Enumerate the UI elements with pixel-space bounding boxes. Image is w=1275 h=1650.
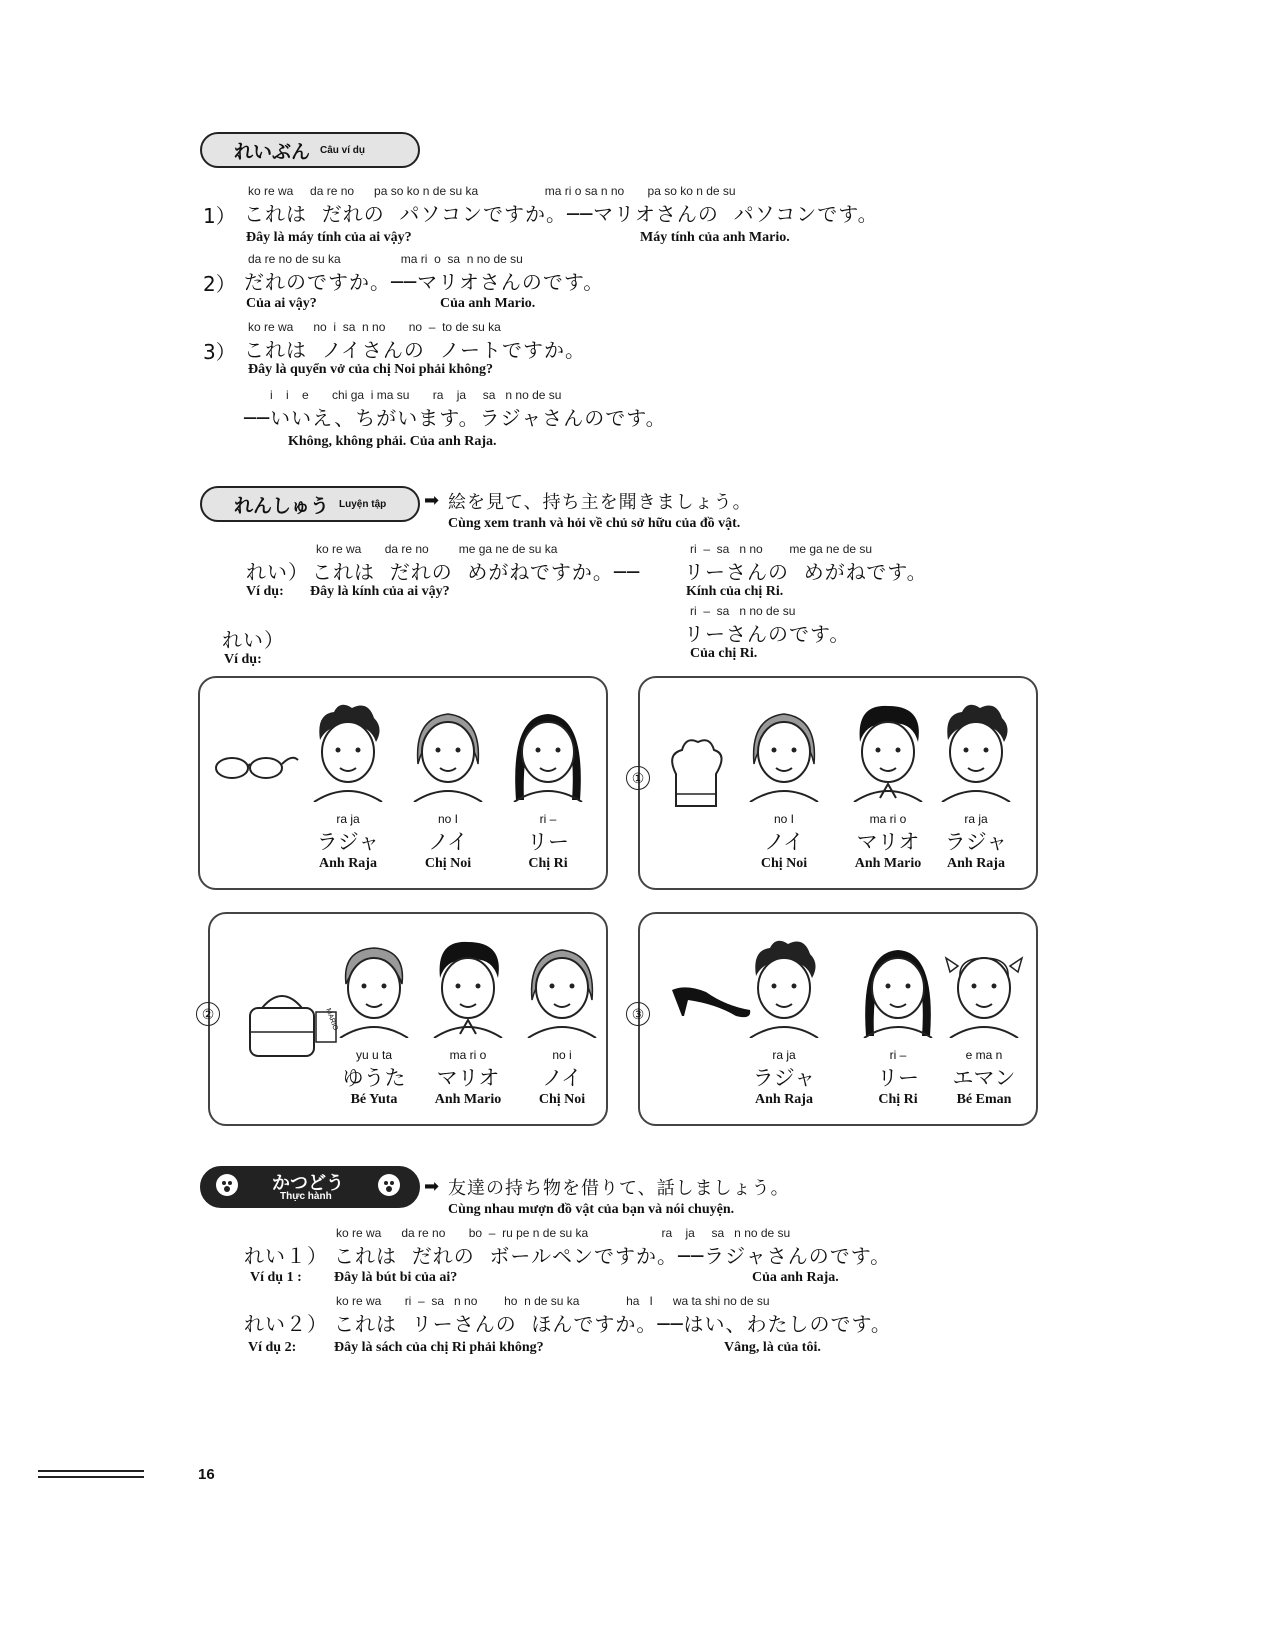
speaking-face-icon <box>216 1174 238 1196</box>
name-vietnamese: Bé Yuta <box>350 1092 398 1107</box>
name-romaji: ma ri o <box>449 1048 487 1062</box>
romaji-line: ko re wa da re no me ga ne de su ka <box>316 542 558 556</box>
section-subtitle: Câu ví dụ <box>320 144 366 156</box>
person-illustration <box>326 928 422 1038</box>
name-japanese: ラジャ <box>944 830 1008 854</box>
name-vietnamese: Bé Eman <box>956 1092 1012 1107</box>
romaji-line: da re no de su ka ma ri o sa n no de su <box>248 252 523 266</box>
name-japanese: エマン <box>952 1066 1016 1090</box>
translation-question: Đây là bút bi của ai? <box>334 1270 458 1285</box>
name-vietnamese: Anh Mario <box>434 1092 502 1107</box>
name-vietnamese: Chị Noi <box>760 856 808 871</box>
person-illustration <box>736 692 832 802</box>
example-label: れい１） <box>244 1244 328 1268</box>
speaking-face-icon <box>378 1174 400 1196</box>
person-illustration <box>736 928 832 1038</box>
name-japanese: ノイ <box>541 1066 583 1090</box>
romaji-line: ko re wa da re no bo – ru pe n de su ka ra ja sa n no de su <box>336 1226 791 1240</box>
name-romaji: ri – <box>539 812 557 826</box>
name-japanese: ゆうた <box>342 1066 406 1090</box>
name-japanese: ラジャ <box>752 1066 816 1090</box>
section-header-reibun <box>200 132 420 168</box>
section-title: れんしゅう <box>234 494 330 517</box>
example-number: 2） <box>203 272 236 296</box>
example-label: れい） <box>246 560 309 584</box>
example-vi-label: Ví dụ: <box>246 584 284 599</box>
translation-answer: Vâng, là của tôi. <box>724 1340 821 1355</box>
instruction-jp: 友達の持ち物を借りて、話しましょう。 <box>448 1178 790 1199</box>
example-vi-label: Ví dụ: <box>224 652 262 667</box>
name-romaji: ma ri o <box>869 812 907 826</box>
section-header-katsudou <box>200 1166 420 1208</box>
bag-tag-label: MARIO <box>324 1007 339 1032</box>
romaji-line: i i e chi ga i ma su ra ja sa n no de su <box>270 388 562 402</box>
name-romaji: ra ja <box>964 812 988 826</box>
name-japanese: ノイ <box>763 830 805 854</box>
translation-question: Đây là máy tính của ai vậy? <box>246 230 412 245</box>
romaji-line: ko re wa da re no pa so ko n de su ka ma ri o sa n no pa so ko n de su <box>248 184 736 198</box>
section-title: かつどう <box>272 1173 344 1194</box>
name-japanese: リー <box>527 830 569 854</box>
name-romaji: no I <box>437 812 458 826</box>
name-japanese: マリオ <box>436 1066 500 1090</box>
example-label: れい２） <box>244 1312 328 1336</box>
name-vietnamese: Chị Noi <box>424 856 472 871</box>
name-vietnamese: Chị Ri <box>878 1092 918 1107</box>
name-japanese: ノイ <box>427 830 469 854</box>
section-header-renshuu <box>200 486 420 522</box>
translation-question: Đây là quyển vở của chị Noi phải không? <box>248 362 494 377</box>
section-subtitle: Thực hành <box>280 1191 332 1202</box>
name-japanese: リー <box>877 1066 919 1090</box>
instruction-vn: Cùng xem tranh và hỏi về chủ sở hữu của đồ vật. <box>448 516 741 531</box>
japanese-line: これは だれの パソコンですか。──マリオさんの パソコンです。 <box>244 202 879 226</box>
arrow-right-icon: ➡ <box>424 1176 440 1197</box>
person-illustration <box>928 692 1024 802</box>
translation-question: Đây là kính của ai vậy? <box>310 584 450 599</box>
name-japanese: マリオ <box>856 830 920 854</box>
section-subtitle: Luyện tập <box>339 498 387 510</box>
name-romaji: no I <box>773 812 794 826</box>
name-romaji: ri – <box>889 1048 907 1062</box>
translation-question: Đây là sách của chị Ri phải không? <box>334 1340 544 1355</box>
item-number-marker: ① <box>626 766 650 790</box>
japanese-line: これは ノイさんの ノートですか。 <box>244 338 587 362</box>
romaji-line: ri – sa n no me ga ne de su <box>690 542 873 556</box>
translation-answer: Kính của chị Ri. <box>686 584 784 599</box>
name-vietnamese: Anh Raja <box>319 856 377 871</box>
translation-question: Của ai vậy? <box>246 296 317 311</box>
person-illustration <box>500 692 596 802</box>
page-number: 16 <box>198 1466 215 1483</box>
romaji-line: ri – sa n no de su <box>690 604 796 618</box>
person-illustration <box>936 928 1032 1038</box>
name-vietnamese: Chị Ri <box>528 856 568 871</box>
example-vi-label: Ví dụ 2: <box>248 1340 297 1355</box>
exercise-panel-3 <box>631 912 1038 1126</box>
romaji-line: ko re wa ri – sa n no ho n de su ka ha I wa ta shi no de su <box>336 1294 770 1308</box>
person-illustration <box>300 692 396 802</box>
person-illustration <box>514 928 610 1038</box>
japanese-line: これは リーさんの ほんですか。──はい、わたしのです。 <box>334 1312 892 1336</box>
person-illustration <box>840 692 936 802</box>
example-number: 3） <box>203 340 236 364</box>
person-illustration <box>420 928 516 1038</box>
exercise-panel-1 <box>631 676 1038 890</box>
name-japanese: ラジャ <box>316 830 380 854</box>
romaji-line: ko re wa no i sa n no no – to de su ka <box>248 320 501 334</box>
name-romaji: no i <box>552 1048 572 1062</box>
translation-answer: Không, không phải. Của anh Raja. <box>288 434 497 449</box>
chef-hat-icon <box>666 734 726 818</box>
section-title: れいぶん <box>234 140 311 163</box>
person-illustration <box>400 692 496 802</box>
japanese-line: これは だれの めがねですか。── <box>312 560 641 584</box>
name-vietnamese: Anh Mario <box>854 856 922 871</box>
japanese-line: リーさんのです。 <box>684 622 851 646</box>
name-romaji: ra ja <box>336 812 360 826</box>
item-number-marker: ③ <box>626 1002 650 1026</box>
name-vietnamese: Chị Noi <box>538 1092 586 1107</box>
translation-answer: Máy tính của anh Mario. <box>640 230 790 245</box>
translation-answer: Của anh Raja. <box>752 1270 839 1285</box>
translation-answer: Của anh Mario. <box>440 296 536 311</box>
name-vietnamese: Anh Raja <box>947 856 1005 871</box>
japanese-line: だれのですか。──マリオさんのです。 <box>244 270 605 294</box>
name-romaji: yu u ta <box>355 1048 393 1062</box>
name-vietnamese: Anh Raja <box>755 1092 813 1107</box>
exercise-panel-example <box>198 676 608 890</box>
person-illustration <box>850 928 946 1038</box>
item-number-marker: ② <box>196 1002 220 1026</box>
japanese-line: これは だれの ボールペンですか。──ラジャさんのです。 <box>334 1244 892 1268</box>
japanese-line: ──いいえ、ちがいます。ラジャさんのです。 <box>244 406 667 430</box>
instruction-vn: Cùng nhau mượn đồ vật của bạn và nói chuyện. <box>448 1202 735 1217</box>
example-vi-label: Ví dụ 1 : <box>250 1270 302 1285</box>
example-label: れい） <box>222 628 285 652</box>
footer-rule <box>38 1470 144 1472</box>
example-number: 1） <box>203 204 236 228</box>
glasses-icon <box>208 734 300 798</box>
arrow-right-icon: ➡ <box>424 490 440 511</box>
exercise-panel-2 <box>201 912 608 1126</box>
name-romaji: ra ja <box>772 1048 796 1062</box>
footer-rule <box>38 1476 144 1478</box>
translation-answer: Của chị Ri. <box>690 646 758 661</box>
japanese-line: リーさんの めがねです。 <box>684 560 928 584</box>
name-romaji: e ma n <box>965 1048 1003 1062</box>
instruction-jp: 絵を見て、持ち主を聞きましょう。 <box>448 492 752 513</box>
